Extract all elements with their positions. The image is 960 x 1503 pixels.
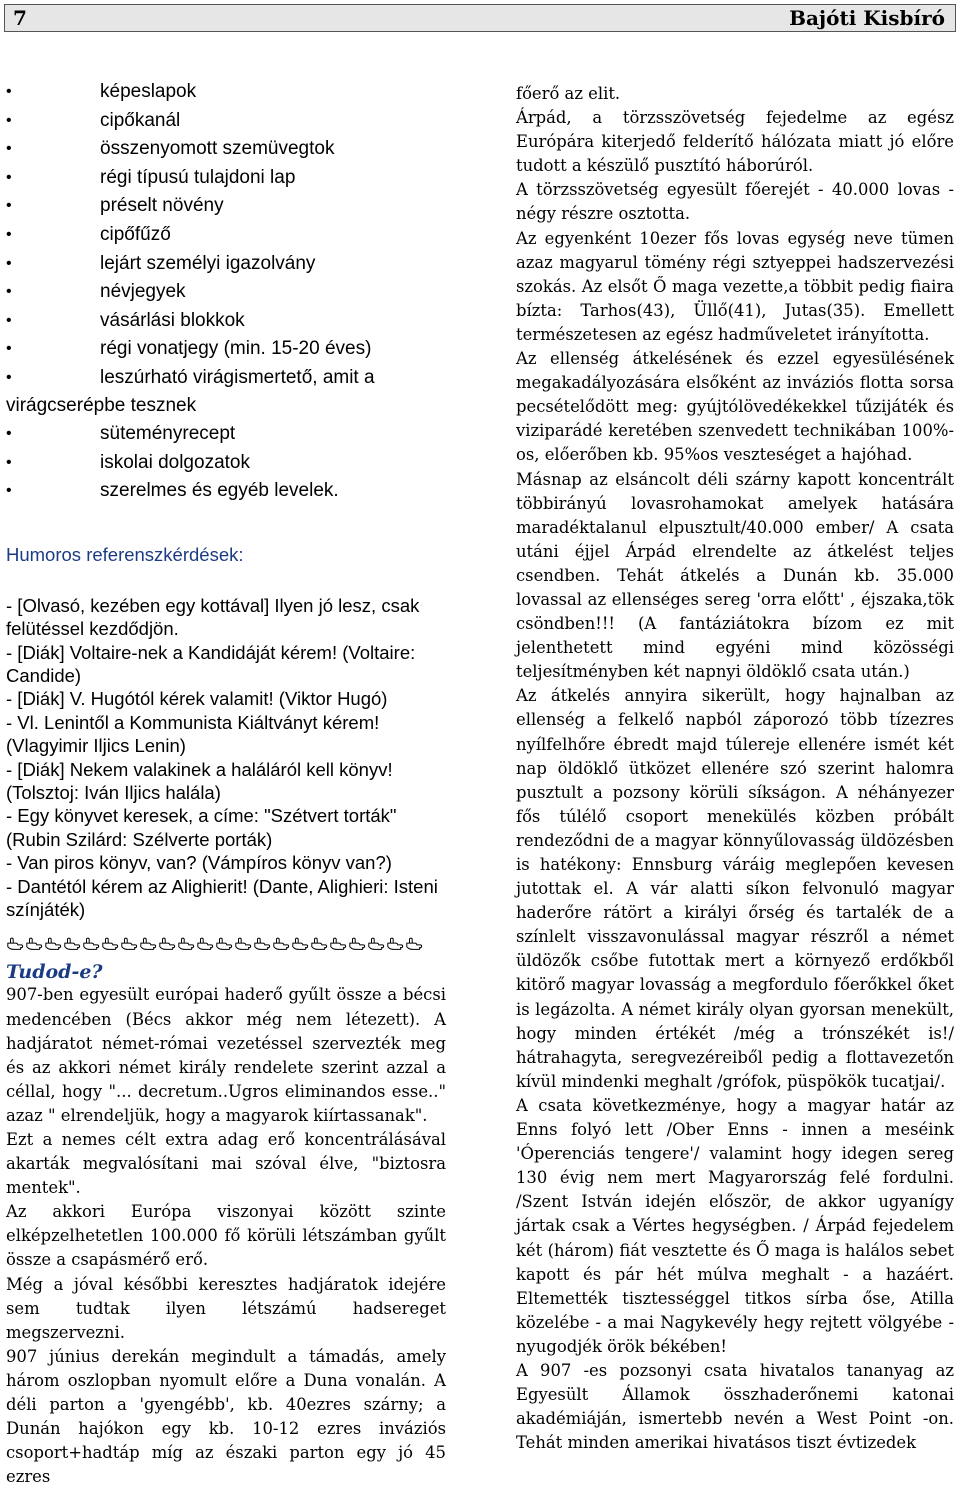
page-header [4, 4, 956, 32]
qa-line: - Van piros könyv, van? (Vámpíros könyv van?) [6, 852, 392, 874]
article-paragraph: Másnap az elsáncolt déli szárny kapott koncentrált többirányú lovasrohamokat amelyek hatására maradéktalanul elpusztult/40.000 ember/ A csata utáni éjjel Árpád elrendelte az átkelést teljes csendben. Tehát átkelés a Dunán kb. 35.000 lovassal az ellenséges sereg 'orra előtt' , éjszaka,tök csöndben!!! (A fantáziátokra bízom ez mit jelenthetett mind egyéni mind közösségi teljesítményben két napnyi öldöklő csata után.) [516, 469, 954, 682]
article-paragraph: 907 június derekán megindult a támadás, amely három oszlopban nyomult előre a Duna vonalán. A déli parton a 'gyengébb', kb. 40ezres szárny; a Dunán hajókon egy kb. 10-12 ezres inváziós csoport+hadtáp míg az északi parton egy jó 45 ezres [6, 1346, 446, 1487]
pointing-hand-icon [177, 935, 195, 953]
pointing-hand-icon [215, 935, 233, 953]
bullet-icon: • [6, 340, 12, 358]
bullet-icon: • [6, 482, 12, 500]
pointing-hand-icon [196, 935, 214, 953]
article-paragraph: Árpád, a törzsszövetség fejedelme az egész Európára kiterjedő felderítő hálózata miatt jó előre tudott a készülő pusztító háborúról. [516, 108, 954, 176]
pointing-hand-icon [63, 935, 81, 953]
pointing-hand-icon [139, 935, 157, 953]
article-paragraph: Az ellenség átkelésének és ezzel egyesülésének megakadályozására elsőként az inváziós flotta sorsa pecsételődött meg: gyújtólövedékekkel tűzijáték és viziparádé keretében szenvedett technikában 100%-os, előerőben kb. 95%os veszteséget a hajóhad. [516, 349, 954, 465]
qa-line: - [Olvasó, kezében egy kottával] Ilyen jó lesz, csak felütéssel kezdődjön. [6, 594, 420, 640]
pointing-hand-icon [101, 935, 119, 953]
list-item: • összenyomott szemüvegtok [6, 135, 446, 164]
qa-line: - [Diák] Voltaire-nek a Kandidáját kérem! (Voltaire: Candide) [6, 641, 416, 686]
bullet-icon: • [6, 197, 12, 215]
left-column [6, 78, 446, 1489]
pointing-hand-icon [329, 935, 347, 953]
qa-line: - Dantétól kérem az Alighierit! (Dante, Alighieri: Isteni színjáték) [6, 875, 438, 920]
pointing-hand-icon [158, 935, 176, 953]
qa-list [6, 594, 446, 922]
list-item: • szerelmes és egyéb levelek. [6, 477, 446, 506]
article-paragraph: A csata következménye, hogy a magyar határ az Enns folyó lett /Ober Enns - innen a meséink 'Óperenciás tengere'/ valamint hogy idegen sereg 130 évig nem mert Magyarország felé fordulni. /Szent István idején először, de akkor ugyanígy jártak csak a Vértes hegységben. / Árpád fejedelem két (három) fiát vesztette és Ő maga is halálos sebet kapott és pár hét múlva meghalt - a hazáért. Eltemették tisztességgel titkos sírba őse, Atilla közelébe - a mai Nagykevély hegy rejtett völgyébe - nyugodjék örök békében! [516, 1095, 954, 1356]
list-item: • iskolai dolgozatok [6, 449, 446, 478]
pointing-hand-icon [44, 935, 62, 953]
qa-line: - [Diák] V. Hugótól kérek valamit! (Viktor Hugó) [6, 688, 388, 710]
bullet-icon: • [6, 254, 12, 272]
pointing-hand-icon [234, 935, 252, 953]
bullet-icon: • [6, 140, 12, 158]
article-paragraph: Az akkori Európa viszonyai között szinte elképzelhetetlen 100.000 fő körüli létszámban gyűlt össze a csapásmérő erő. [6, 1202, 446, 1270]
pointing-hand-icon [367, 935, 385, 953]
bullet-icon: • [6, 225, 12, 243]
page-number: 7 [13, 6, 27, 30]
pointing-hand-icon [291, 935, 309, 953]
bullet-icon: • [6, 83, 12, 100]
pointing-hand-icon [405, 935, 423, 953]
qa-line: - [Diák] Nekem valakinek a haláláról kell könyv! (Tolsztoj: Iván Iljics halála) [6, 758, 393, 803]
list-item: • régi típusú tulajdoni lap [6, 164, 446, 193]
bullet-icon: • [6, 311, 12, 329]
list-item: • leszúrható virágismertető, amit a virágcserépbe tesznek [6, 364, 446, 420]
bullet-icon: • [6, 368, 12, 386]
article-paragraph: Az egyenként 10ezer fős lovas egység neve tümen azaz magyarul tömény régi sztyeppei hadszervezési szokás. Az elsőt Ő maga vezette,a többit pedig fiaira bízta: Tarhos(43), Üllő(41), Jutas(35). Emellett természetesen az egész hadműveletet irányította. [516, 228, 954, 344]
list-item: • cipőfűző [6, 221, 446, 250]
list-item: • névjegyek [6, 278, 446, 307]
pointing-hand-icon [348, 935, 366, 953]
bullet-icon: • [6, 453, 12, 471]
pointing-hand-icon [6, 935, 24, 953]
qa-line: - Vl. Lenintől a Kommunista Kiáltványt kérem! (Vlagyimir Iljics Lenin) [6, 711, 380, 757]
qa-line: - Egy könyvet keresek, a címe: "Szétvert torták" (Rubin Szilárd: Szélverte porták) [6, 805, 397, 850]
article-paragraph: főerő az elit. [516, 84, 621, 103]
pointing-hand-divider [6, 935, 446, 955]
bullet-icon: • [6, 168, 12, 186]
article-paragraph: A 907 -es pozsonyi csata hivatalos tananyag az Egyesült Államok összhaderőnemi katonai akadémiáján, ismertebb nevén a West Point -on. Tehát minden amerikai hivatásos tiszt évtizedek [516, 1360, 954, 1453]
section-heading: Humoros referenszkérdések: [6, 543, 244, 565]
bullet-icon: • [6, 424, 12, 442]
pointing-hand-icon [120, 935, 138, 953]
bullet-icon: • [6, 283, 12, 301]
article-paragraph: 907-ben egyesült európai haderő gyűlt össze a bécsi medencében (Bécs akkor még nem létezett). A hadjáratot német-római vezetéssel szervezték meg és az akkori német király rendelete szerint azzal a céllal, hogy "... decretum..Ugros eliminandos esse.." azaz " elrendeljük, hogy a magyarok kiírtassanak". [6, 985, 446, 1125]
pointing-hand-icon [386, 935, 404, 953]
tudod-heading: Tudod-e? [6, 961, 103, 984]
list-item: • lejárt személyi igazolvány [6, 250, 446, 279]
list-item: • képeslapok [6, 78, 446, 107]
pointing-hand-icon [253, 935, 271, 953]
item-list [6, 78, 446, 506]
list-item: • vásárlási blokkok [6, 307, 446, 336]
list-item: • régi vonatjegy (min. 15-20 éves) [6, 335, 446, 364]
bullet-icon: • [6, 111, 12, 129]
article-paragraph: Még a jóval későbbi keresztes hadjáratok idejére sem tudtak ilyen létszámú hadsereget megszervezni. [6, 1274, 446, 1342]
article-paragraph: Ezt a nemes célt extra adag erő koncentrálásával akarták megvalósítani mai szóval élve, "biztosra mentek". [6, 1129, 446, 1198]
right-column [516, 82, 954, 1455]
pointing-hand-icon [82, 935, 100, 953]
list-item: • préselt növény [6, 192, 446, 221]
pointing-hand-icon [25, 935, 43, 953]
article-paragraph: A törzsszövetség egyesült főerejét - 40.000 lovas - négy részre osztotta. [516, 180, 954, 224]
list-item: • süteményrecept [6, 420, 446, 449]
article-paragraph: Az átkelés annyira sikerült, hogy hajnalban az ellenség a felkelő napból záporozó több tízezres nyílfelhőre ébredt majd túlereje ellenére ismét két nap öldöklő ütközet ellenére szó szerint halomra pusztult a pozsony körüli síkságon. A néhányezer fős túlélő csoport menekülés közben próbált rendeződni de a magyar könnyűlovasság üldözésben is hatékony: Ennsburg váráig meglepően kevesen jutottak el. A vár alatti síkon felvonuló magyar haderőre rátört a királyi őrség és tartalék de a színlelt visszavonulással magyar részről a német üldözők csőbe futottak mert a környező erdőkből kitörő magyar lovasság a megfordulo főerőkkel őket is legázolta. A német király olyan gyorsan menekült, hogy minden értékét /még a trónszékét is!/ hátrahagyta, seregvezéreiből pedig a flottavezetőn kívül mindenki meghalt /grófok, püspökök tucatjai/. [516, 686, 954, 1091]
pointing-hand-icon [310, 935, 328, 953]
pointing-hand-icon [272, 935, 290, 953]
list-item: • cipőkanál [6, 107, 446, 136]
newsletter-title: Bajóti Kisbíró [789, 6, 945, 30]
